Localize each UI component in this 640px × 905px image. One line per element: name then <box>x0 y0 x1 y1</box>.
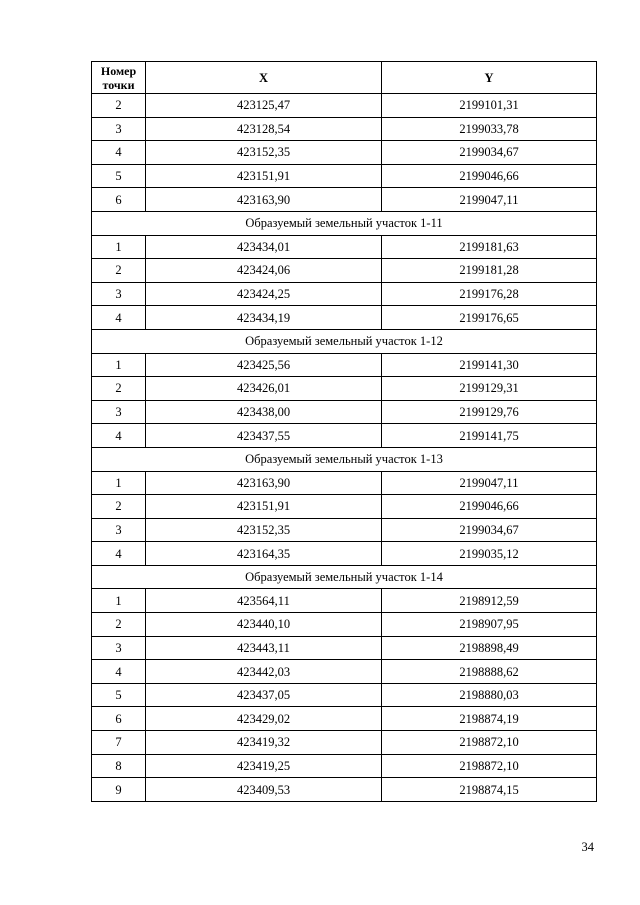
y-coordinate-cell: 2198874,19 <box>382 707 597 731</box>
x-coordinate-cell: 423424,06 <box>146 259 382 283</box>
y-coordinate-cell: 2199129,31 <box>382 377 597 401</box>
section-title: Образуемый земельный участок 1-11 <box>92 211 597 235</box>
table-row <box>92 164 597 188</box>
x-coordinate-cell: 423152,35 <box>146 141 382 165</box>
point-number-cell: 3 <box>92 282 146 306</box>
y-coordinate-cell: 2199101,31 <box>382 94 597 118</box>
table-row <box>92 683 597 707</box>
x-coordinate-cell: 423425,56 <box>146 353 382 377</box>
x-coordinate-cell: 423429,02 <box>146 707 382 731</box>
table-row <box>92 589 597 613</box>
y-header: Y <box>382 62 597 94</box>
y-coordinate-cell: 2199034,67 <box>382 141 597 165</box>
x-coordinate-cell: 423564,11 <box>146 589 382 613</box>
section-title-row <box>92 329 597 353</box>
y-coordinate-cell: 2199034,67 <box>382 518 597 542</box>
point-number-cell: 7 <box>92 731 146 755</box>
y-coordinate-cell: 2198872,10 <box>382 754 597 778</box>
point-number-header: Номер точки <box>92 62 146 94</box>
y-coordinate-cell: 2198880,03 <box>382 683 597 707</box>
y-coordinate-cell: 2198912,59 <box>382 589 597 613</box>
point-number-cell: 9 <box>92 778 146 802</box>
section-title-row <box>92 565 597 589</box>
point-number-cell: 5 <box>92 164 146 188</box>
x-coordinate-cell: 423128,54 <box>146 117 382 141</box>
table-row <box>92 542 597 566</box>
table-row <box>92 141 597 165</box>
point-number-cell: 4 <box>92 424 146 448</box>
section-title: Образуемый земельный участок 1-13 <box>92 447 597 471</box>
table-row <box>92 731 597 755</box>
x-coordinate-cell: 423442,03 <box>146 660 382 684</box>
y-coordinate-cell: 2198888,62 <box>382 660 597 684</box>
point-number-cell: 3 <box>92 636 146 660</box>
y-coordinate-cell: 2199046,66 <box>382 164 597 188</box>
x-header: X <box>146 62 382 94</box>
section-title: Образуемый земельный участок 1-14 <box>92 565 597 589</box>
y-coordinate-cell: 2199047,11 <box>382 188 597 212</box>
y-coordinate-cell: 2198907,95 <box>382 613 597 637</box>
table-row <box>92 353 597 377</box>
x-coordinate-cell: 423419,25 <box>146 754 382 778</box>
point-number-cell: 1 <box>92 589 146 613</box>
table-row <box>92 518 597 542</box>
section-title: Образуемый земельный участок 1-12 <box>92 329 597 353</box>
table-row <box>92 754 597 778</box>
x-coordinate-cell: 423152,35 <box>146 518 382 542</box>
point-number-cell: 4 <box>92 542 146 566</box>
point-number-cell: 8 <box>92 754 146 778</box>
y-coordinate-cell: 2199181,63 <box>382 235 597 259</box>
y-coordinate-cell: 2199141,75 <box>382 424 597 448</box>
point-number-cell: 2 <box>92 94 146 118</box>
table-row <box>92 259 597 283</box>
point-number-cell: 4 <box>92 660 146 684</box>
point-number-cell: 3 <box>92 518 146 542</box>
y-coordinate-cell: 2199035,12 <box>382 542 597 566</box>
y-coordinate-cell: 2199129,76 <box>382 400 597 424</box>
point-number-cell: 2 <box>92 259 146 283</box>
y-coordinate-cell: 2199176,65 <box>382 306 597 330</box>
table-row <box>92 377 597 401</box>
x-coordinate-cell: 423437,55 <box>146 424 382 448</box>
y-coordinate-cell: 2198874,15 <box>382 778 597 802</box>
section-title-row <box>92 211 597 235</box>
header-row <box>92 62 597 94</box>
point-number-cell: 4 <box>92 141 146 165</box>
x-coordinate-cell: 423164,35 <box>146 542 382 566</box>
x-coordinate-cell: 423437,05 <box>146 683 382 707</box>
table-row <box>92 424 597 448</box>
point-number-cell: 2 <box>92 613 146 637</box>
x-coordinate-cell: 423443,11 <box>146 636 382 660</box>
x-coordinate-cell: 423434,19 <box>146 306 382 330</box>
y-coordinate-cell: 2199141,30 <box>382 353 597 377</box>
point-number-cell: 2 <box>92 495 146 519</box>
y-coordinate-cell: 2199046,66 <box>382 495 597 519</box>
point-number-cell: 4 <box>92 306 146 330</box>
x-coordinate-cell: 423434,01 <box>146 235 382 259</box>
point-number-cell: 1 <box>92 235 146 259</box>
y-coordinate-cell: 2198898,49 <box>382 636 597 660</box>
y-coordinate-cell: 2198872,10 <box>382 731 597 755</box>
x-coordinate-cell: 423151,91 <box>146 495 382 519</box>
table-row <box>92 306 597 330</box>
y-coordinate-cell: 2199047,11 <box>382 471 597 495</box>
point-number-cell: 2 <box>92 377 146 401</box>
table-row <box>92 660 597 684</box>
table-row <box>92 282 597 306</box>
table-row <box>92 778 597 802</box>
table-row <box>92 613 597 637</box>
point-number-cell: 6 <box>92 188 146 212</box>
x-coordinate-cell: 423409,53 <box>146 778 382 802</box>
table-row <box>92 636 597 660</box>
x-coordinate-cell: 423163,90 <box>146 188 382 212</box>
table-row <box>92 235 597 259</box>
coordinates-table <box>91 61 597 802</box>
x-coordinate-cell: 423163,90 <box>146 471 382 495</box>
x-coordinate-cell: 423438,00 <box>146 400 382 424</box>
point-number-cell: 1 <box>92 471 146 495</box>
table-row <box>92 707 597 731</box>
section-title-row <box>92 447 597 471</box>
y-coordinate-cell: 2199176,28 <box>382 282 597 306</box>
table-row <box>92 471 597 495</box>
y-coordinate-cell: 2199033,78 <box>382 117 597 141</box>
table-row <box>92 117 597 141</box>
y-coordinate-cell: 2199181,28 <box>382 259 597 283</box>
point-number-cell: 6 <box>92 707 146 731</box>
x-coordinate-cell: 423125,47 <box>146 94 382 118</box>
table-row <box>92 495 597 519</box>
x-coordinate-cell: 423440,10 <box>146 613 382 637</box>
table-row <box>92 188 597 212</box>
table-row <box>92 94 597 118</box>
x-coordinate-cell: 423426,01 <box>146 377 382 401</box>
table-row <box>92 400 597 424</box>
page-number: 34 <box>581 840 594 854</box>
x-coordinate-cell: 423151,91 <box>146 164 382 188</box>
point-number-cell: 3 <box>92 117 146 141</box>
table-body <box>92 94 597 802</box>
table-header <box>92 62 597 94</box>
point-number-cell: 5 <box>92 683 146 707</box>
x-coordinate-cell: 423419,32 <box>146 731 382 755</box>
point-number-cell: 1 <box>92 353 146 377</box>
point-number-cell: 3 <box>92 400 146 424</box>
x-coordinate-cell: 423424,25 <box>146 282 382 306</box>
